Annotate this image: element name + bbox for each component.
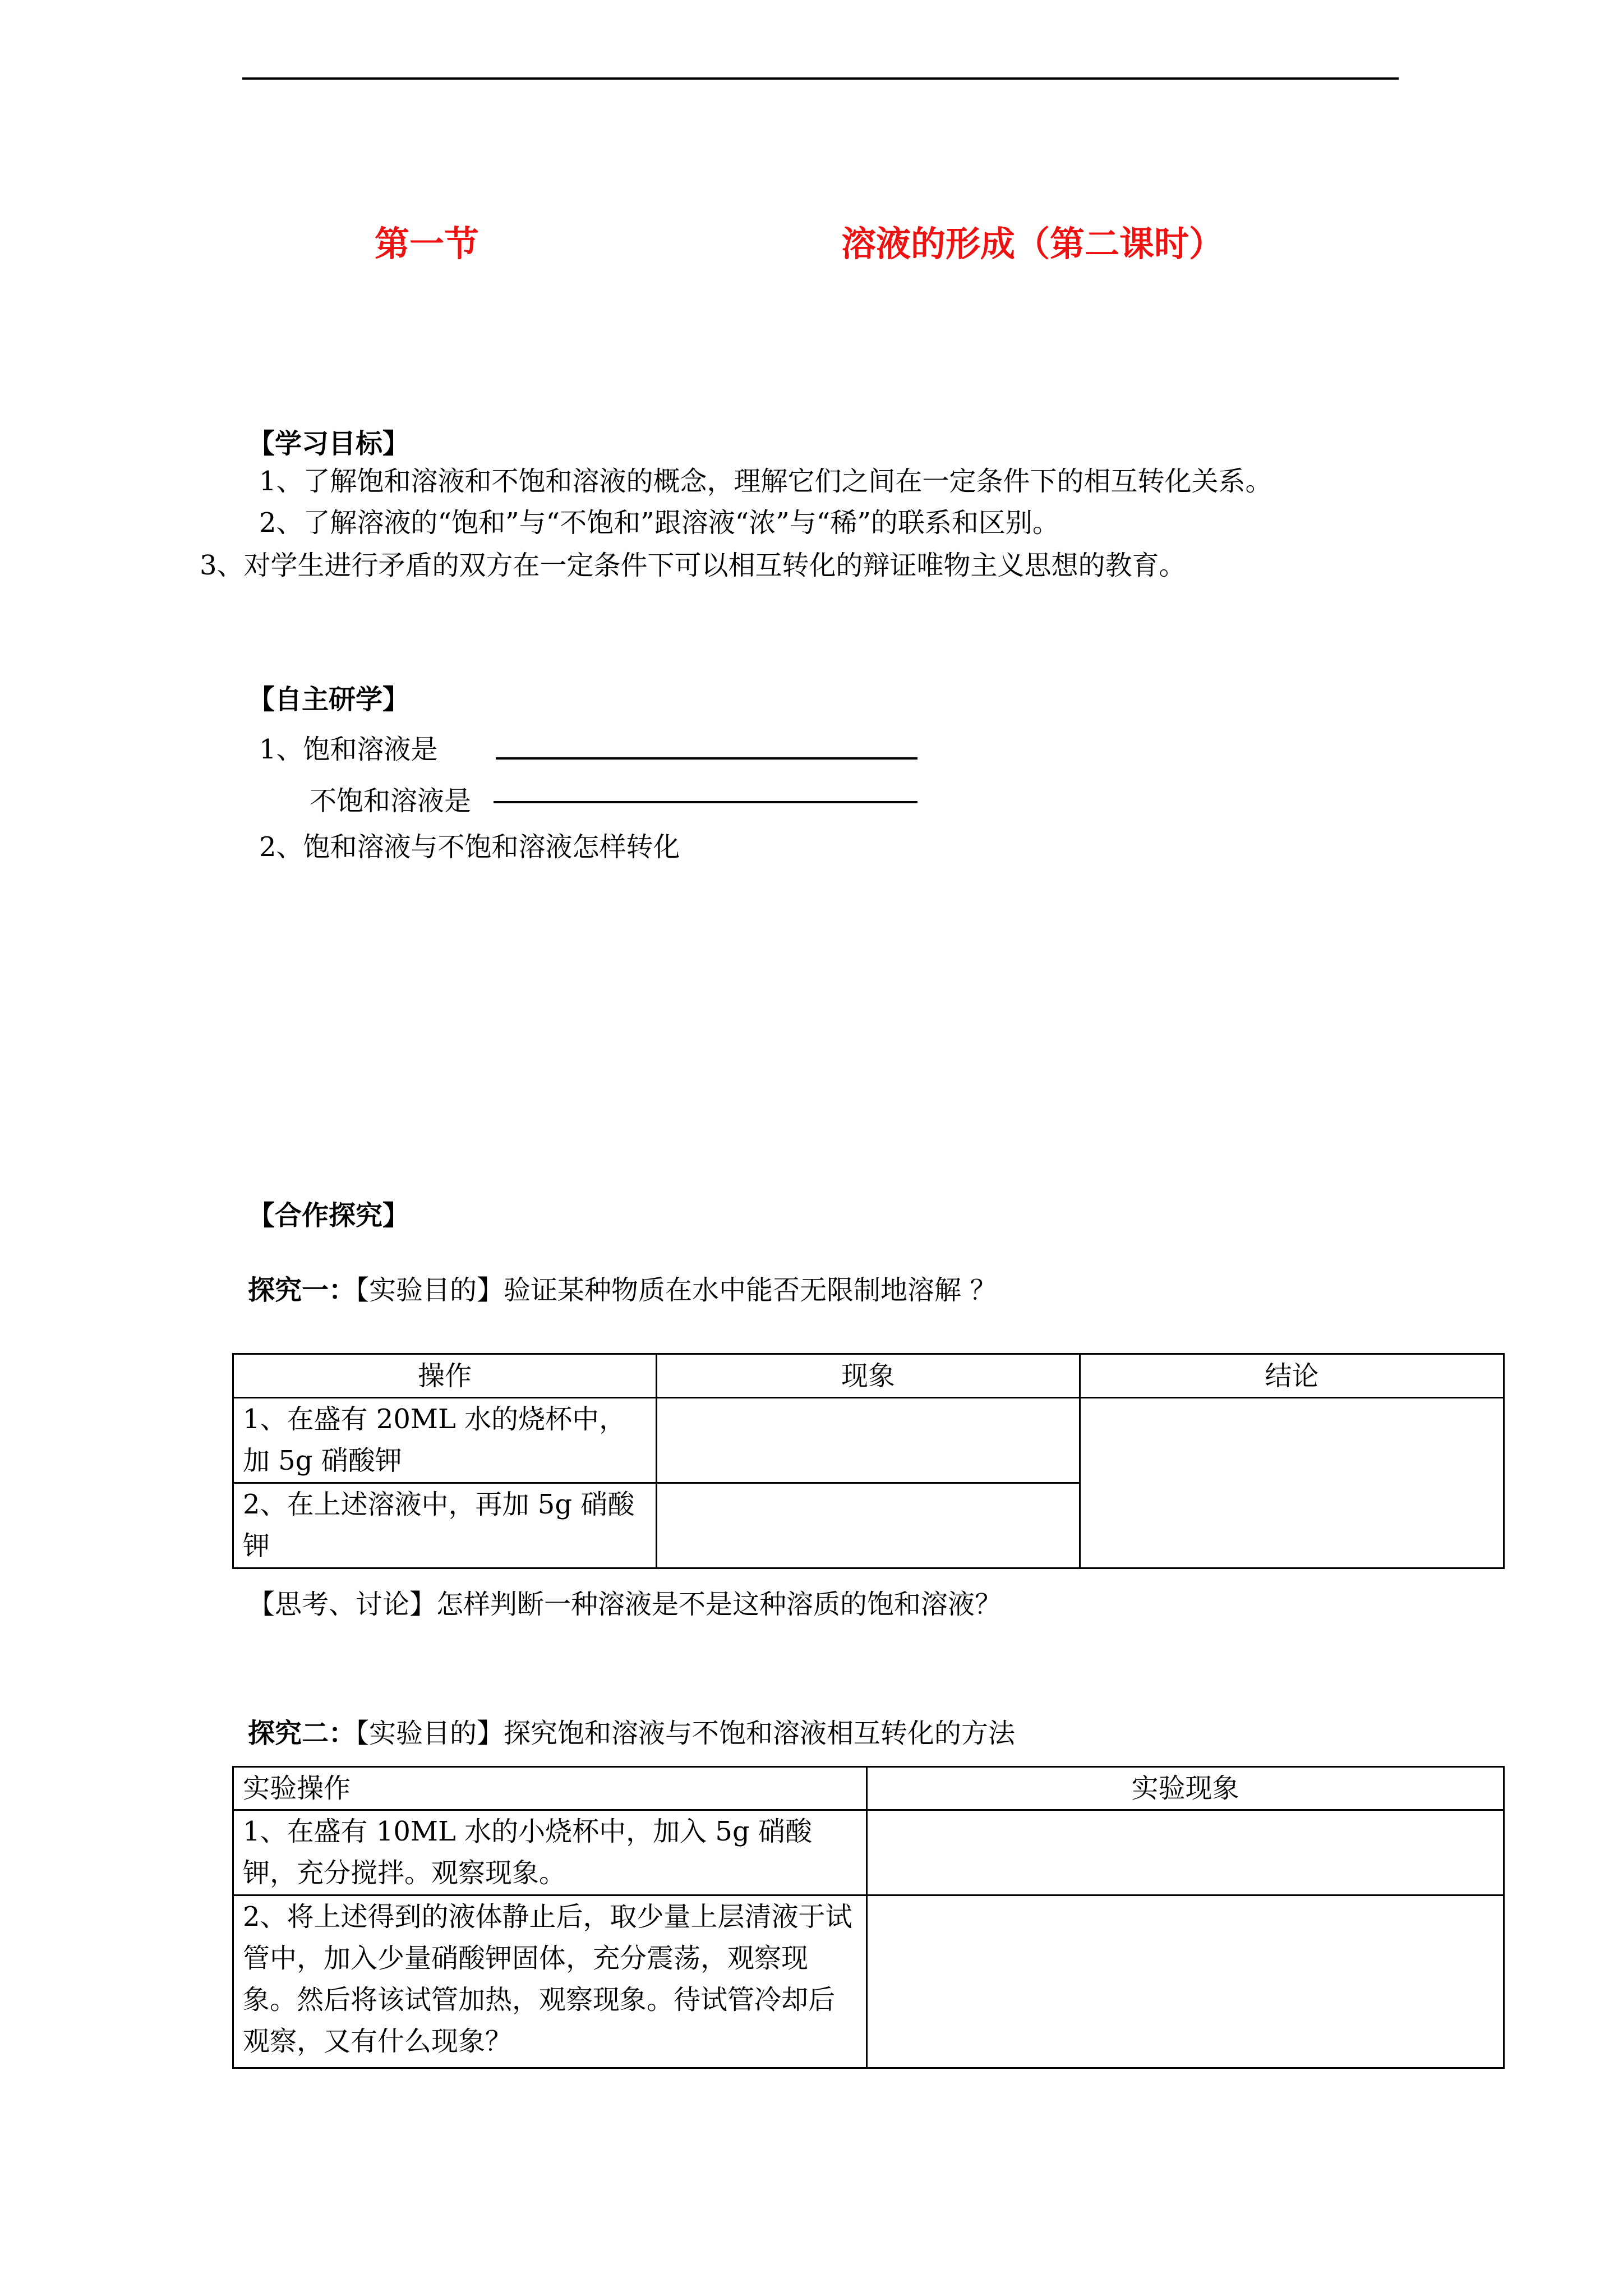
explore1-table bbox=[232, 1353, 1505, 1569]
think-discuss: 【思考、讨论】怎样判断一种溶液是不是这种溶质的饱和溶液？ bbox=[248, 1589, 1002, 1620]
objective-item-1: 1、了解饱和溶液和不饱和溶液的概念，理解它们之间在一定条件下的相互转化关系。 bbox=[259, 466, 1272, 497]
page-title: 溶液的形成（第二课时） bbox=[841, 223, 1224, 264]
explore2-row1-operation: 1、在盛有 10ML 水的小烧杯中，加入 5g 硝酸钾，充分搅拌。观察现象。 bbox=[233, 1810, 867, 1895]
explore2-text: 【实验目的】探究饱和溶液与不饱和溶液相互转化的方法 bbox=[356, 1718, 1016, 1749]
explore1-row1-operation: 1、在盛有 20ML 水的烧杯中，加 5g 硝酸钾 bbox=[233, 1398, 657, 1483]
explore1-row2-operation: 2、在上述溶液中，再加 5g 硝酸钾 bbox=[233, 1483, 657, 1568]
explore1-row2-phenomenon[interactable] bbox=[657, 1483, 1080, 1568]
explore2-prefix: 探究二： bbox=[248, 1718, 356, 1749]
explore1-header-operation: 操作 bbox=[233, 1354, 657, 1398]
self-study-q1b: 不饱和溶液是 bbox=[310, 785, 472, 817]
explore2-row1-phenomenon[interactable] bbox=[867, 1810, 1504, 1895]
explore1-header-conclusion: 结论 bbox=[1080, 1354, 1504, 1398]
explore2-row2-phenomenon[interactable] bbox=[867, 1895, 1504, 2068]
explore2-header-operation: 实验操作 bbox=[233, 1767, 867, 1810]
section-number: 第一节 bbox=[375, 223, 479, 264]
objectives-heading: 【学习目标】 bbox=[248, 428, 410, 459]
explore1-conclusion-cell[interactable] bbox=[1080, 1398, 1504, 1568]
explore1-line bbox=[248, 1273, 997, 1307]
objective-item-2: 2、了解溶液的“饱和”与“不饱和”跟溶液“浓”与“稀”的联系和区别。 bbox=[259, 507, 1059, 539]
answer-blank-2[interactable] bbox=[494, 801, 917, 803]
self-study-q2: 2、饱和溶液与不饱和溶液怎样转化 bbox=[259, 831, 680, 863]
objective-item-3: 3、对学生进行矛盾的双方在一定条件下可以相互转化的辩证唯物主义思想的教育。 bbox=[200, 550, 1186, 581]
cooperation-heading: 【合作探究】 bbox=[248, 1200, 410, 1231]
explore1-text: 【实验目的】验证某种物质在水中能否无限制地溶解 ？ bbox=[356, 1274, 997, 1306]
explore2-table bbox=[232, 1766, 1505, 2069]
self-study-q1: 1、饱和溶液是 bbox=[259, 734, 438, 765]
explore1-row1-phenomenon[interactable] bbox=[657, 1398, 1080, 1483]
explore2-row2-operation: 2、将上述得到的液体静止后，取少量上层清液于试管中，加入少量硝酸钾固体，充分震荡，观察现象。然后将该试管加热，观察现象。待试管冷却后观察，又有什么现象？ bbox=[233, 1895, 867, 2068]
header-rule bbox=[242, 77, 1399, 80]
explore2-line bbox=[248, 1717, 1015, 1750]
explore1-header-phenomenon: 现象 bbox=[657, 1354, 1080, 1398]
explore2-header-phenomenon: 实验现象 bbox=[867, 1767, 1504, 1810]
explore1-prefix: 探究一： bbox=[248, 1274, 356, 1306]
self-study-heading: 【自主研学】 bbox=[248, 684, 410, 715]
answer-blank-1[interactable] bbox=[496, 757, 917, 760]
